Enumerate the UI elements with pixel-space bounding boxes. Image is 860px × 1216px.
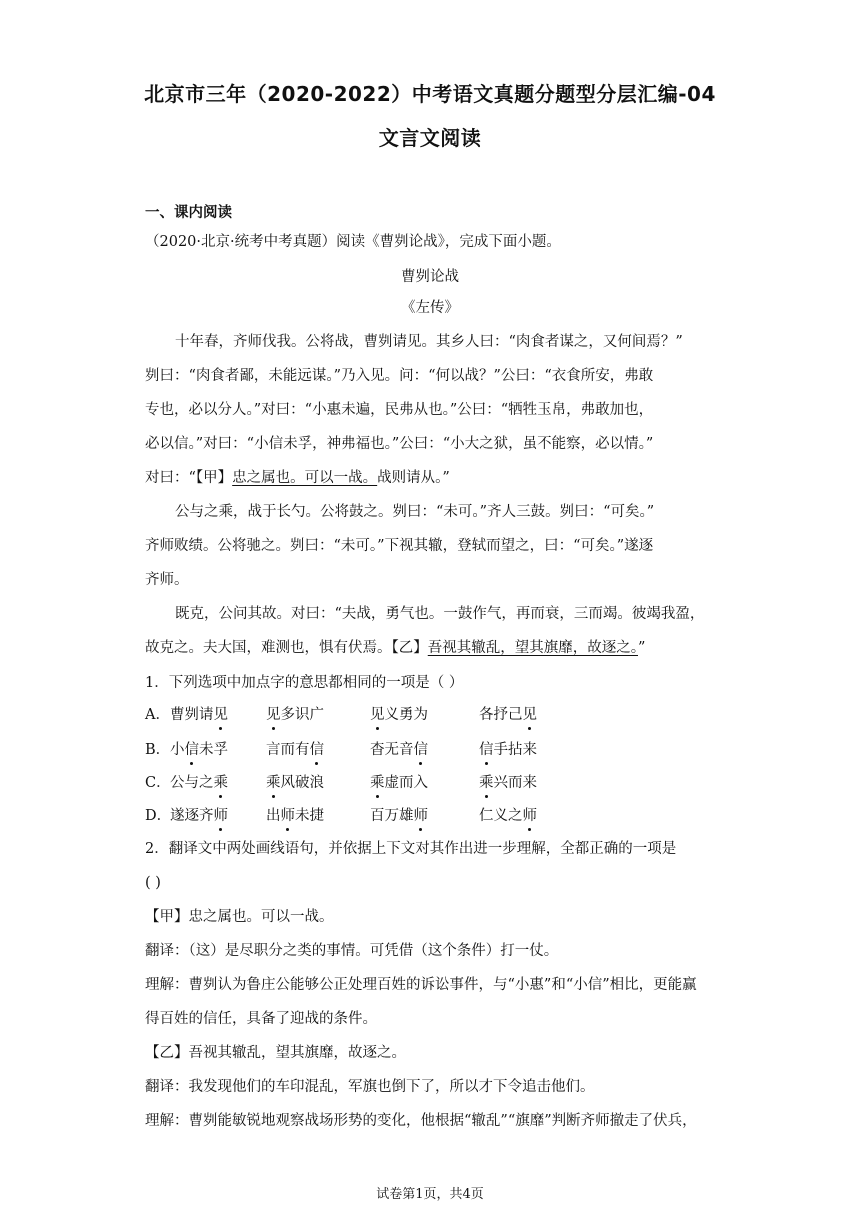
passage-source: 《左传》 — [401, 300, 459, 316]
word-text: 兴而来 — [493, 775, 537, 791]
word-text: 虚而入 — [384, 775, 428, 791]
passage-line: 十年春，齐师伐我。公将战，曹刿请见。其乡人曰：“肉食者谋之，又何间焉？” — [175, 334, 683, 350]
passage-line: 公与之乘，战于长勺。公将鼓之。刿曰：“未可。”齐人三鼓。刿曰：“可矣。” — [175, 504, 655, 520]
option-word — [479, 806, 537, 826]
option-word — [170, 773, 228, 793]
passage-line: 齐师。 — [145, 572, 189, 588]
passage-line: 刿曰：“肉食者鄙，未能远谋。”乃入见。问：“何以战？”公曰：“衣食所安，弗敢 — [145, 368, 654, 384]
option-word — [479, 773, 537, 793]
yi-sentence: 【乙】吾视其辙乱，望其旗靡，故逐之。 — [145, 1045, 406, 1061]
option-label: B． — [145, 742, 171, 758]
question-2: 2．翻译文中两处画线语句，并依据上下文对其作出进一步理解，全都正确的一项是 — [145, 841, 677, 857]
option-word — [370, 740, 428, 760]
answer-blank: ( ) — [145, 875, 161, 891]
option-label: C． — [145, 775, 171, 791]
word-text: 各抒己 — [479, 707, 523, 723]
word-text: 出 — [266, 808, 281, 824]
document-title-line1: 北京市三年（2020-2022）中考语文真题分题型分层汇编-04 — [144, 82, 716, 106]
jia-sentence: 【甲】忠之属也。可以一战。 — [145, 909, 334, 925]
passage-title: 曹刿论战 — [401, 269, 459, 285]
passage-text: ” — [638, 640, 646, 656]
option-word — [479, 705, 537, 725]
option-word — [370, 705, 428, 725]
option-word — [170, 740, 228, 760]
option-word — [370, 806, 428, 826]
dotted-character: 见 — [266, 707, 281, 723]
word-text: 杳无音 — [370, 742, 414, 758]
passage-line-jia — [145, 468, 725, 488]
underlined-sentence-jia: 忠之属也。可以一战。 — [232, 470, 378, 486]
dotted-character: 师 — [413, 808, 428, 824]
jia-understanding-cont: 得百姓的信任，具备了迎战的条件。 — [145, 1011, 377, 1027]
word-text: 风破浪 — [280, 775, 324, 791]
word-text: 义勇为 — [384, 707, 428, 723]
dotted-character: 师 — [213, 808, 228, 824]
yi-understanding: 理解：曹刿能敏锐地观察战场形势的变化，他根据“辙乱”“旗靡”判断齐师撤走了伏兵， — [145, 1113, 697, 1129]
word-text: 小 — [170, 742, 185, 758]
word-text: 曹刿请 — [170, 707, 214, 723]
question-intro: （2020·北京·统考中考真题）阅读《曹刿论战》，完成下面小题。 — [145, 234, 561, 250]
dotted-character: 信 — [184, 742, 199, 758]
passage-line: 齐师败绩。公将驰之。刿曰：“未可。”下视其辙，登轼而望之，曰：“可矣。”遂逐 — [145, 538, 654, 554]
passage-text: 战则请从。” — [377, 470, 450, 486]
dotted-character: 见 — [370, 707, 385, 723]
word-text: 未捷 — [295, 808, 324, 824]
word-text: 多识广 — [280, 707, 324, 723]
word-text: 遂逐齐 — [170, 808, 214, 824]
option-word — [170, 705, 228, 725]
option-word — [266, 773, 324, 793]
passage-line-yi — [145, 638, 725, 658]
dotted-character: 信 — [413, 742, 428, 758]
document-title-line2: 文言文阅读 — [378, 126, 482, 150]
dotted-character: 乘 — [266, 775, 281, 791]
dotted-character: 信 — [479, 742, 494, 758]
underlined-sentence-yi: 吾视其辙乱，望其旗靡，故逐之。 — [427, 640, 638, 656]
page-footer: 试卷第1页，共4页 — [376, 1187, 484, 1202]
option-label: A． — [145, 707, 170, 723]
option-word — [370, 773, 428, 793]
option-word — [266, 740, 324, 760]
dotted-character: 信 — [309, 742, 324, 758]
dotted-character: 师 — [280, 808, 295, 824]
yi-translation: 翻译：我发现他们的车印混乱，军旗也倒下了，所以才下令追击他们。 — [145, 1079, 595, 1095]
dotted-character: 见 — [213, 707, 228, 723]
section-heading: 一、课内阅读 — [145, 205, 232, 221]
dotted-character: 乘 — [370, 775, 385, 791]
word-text: 手拈来 — [493, 742, 537, 758]
word-text: 仁义之 — [479, 808, 523, 824]
word-text: 公与之 — [170, 775, 214, 791]
option-word — [266, 705, 324, 725]
dotted-character: 乘 — [479, 775, 494, 791]
passage-line: 专也，必以分人。”对曰：“小惠未遍，民弗从也。”公曰：“牺牲玉帛，弗敢加也， — [145, 402, 654, 418]
passage-line: 既克，公问其故。对曰：“夫战，勇气也。一鼓作气，再而衰，三而竭。彼竭我盈， — [175, 606, 705, 622]
question-1: 1．下列选项中加点字的意思都相同的一项是（ ） — [145, 675, 464, 691]
jia-translation: 翻译：（这）是尽职分之类的事情。可凭借（这个条件）打一仗。 — [145, 943, 559, 959]
option-word — [479, 740, 537, 760]
passage-text: 故克之。夫大国，难测也，惧有伏焉。【乙】 — [145, 640, 428, 656]
word-text: 言而有 — [266, 742, 310, 758]
word-text: 未孚 — [199, 742, 228, 758]
dotted-character: 师 — [522, 808, 537, 824]
passage-text: 对曰：“【甲】 — [145, 470, 233, 486]
passage-line: 必以信。”对曰：“小信未孚，神弗福也。”公曰：“小大之狱，虽不能察，必以情。” — [145, 436, 654, 452]
dotted-character: 见 — [522, 707, 537, 723]
jia-understanding: 理解：曹刿认为鲁庄公能够公正处理百姓的诉讼事件，与“小惠”和“小信”相比，更能赢 — [145, 977, 697, 993]
option-word — [170, 806, 228, 826]
dotted-character: 乘 — [213, 775, 228, 791]
option-word — [266, 806, 324, 826]
word-text: 百万雄 — [370, 808, 414, 824]
option-label: D． — [145, 808, 172, 824]
